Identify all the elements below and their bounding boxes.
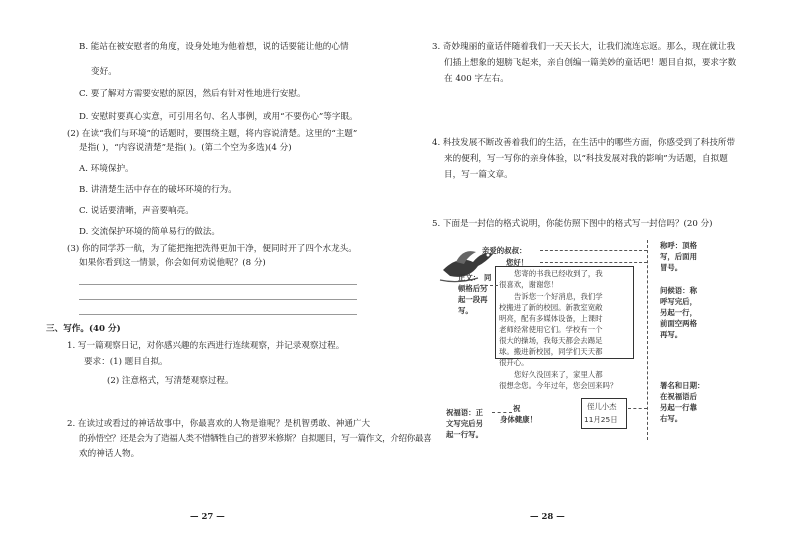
letter-body-line: 明亮，配有多媒体设备，上课时 (499, 314, 603, 323)
signature-name: 侄儿小杰 (587, 402, 617, 411)
letter-closing-1: 祝 (513, 404, 521, 413)
writing-1-req-1: 要求：(1) 题目自拟。 (84, 357, 168, 367)
letter-salutation: 亲爱的叔叔： (482, 246, 527, 255)
option-d: D. 安慰时要真心实意，可引用名句、名人事例，或用“不要伤心”等字眼。 (79, 112, 358, 122)
note-body: 正文： (458, 273, 481, 282)
note-signature: 右写。 (660, 414, 683, 423)
writing-4-line-2: 来的便利，写一写你的亲身体验，以“科技发展对我的影响”为话题，自拟题 (444, 154, 728, 164)
q2-option-b: B. 讲清楚生活中存在的破坏环境的行为。 (79, 185, 237, 195)
signature-date: 11月25日 (584, 415, 618, 424)
letter-body-line: 很想念您。今年过年，您会回来吗？ (499, 381, 618, 390)
pointer-line (628, 408, 647, 409)
letter-body-line: 您寄的书我已经收到了，我 (514, 269, 603, 278)
option-b: B. 能站在被安慰者的角度，设身处地为他着想，说的话要能让他的心情 (79, 42, 349, 52)
letter-body-line: 校搬进了新的校园。新教室宽敞 (499, 303, 603, 312)
letter-body-line: 老师经常使用它们。学校有一个 (499, 325, 603, 334)
answer-line (79, 284, 357, 285)
note-body: 写。 (458, 306, 473, 315)
letter-body-line: 很开心。 (499, 358, 529, 367)
pointer-line (540, 262, 647, 263)
writing-4-line-3: 目，写一篇文章。 (444, 170, 513, 180)
pointer-line (540, 250, 647, 251)
q2-option-c: C. 说话要清晰，声音要响亮。 (79, 206, 194, 216)
note-greeting: 问候语：称 (660, 286, 697, 295)
question-3-line-1: (3) 你的同学苏一航，为了能把拖把洗得更加干净，便同时开了四个水龙头。 (67, 244, 357, 254)
note-signature: 另起一行靠 (660, 403, 697, 412)
answer-line (79, 314, 357, 315)
question-2-line-1: (2) 在读“我们与环境”的话题时，要围绕主题，将内容说清楚。这里的“主题” (67, 129, 358, 139)
note-signature: 在祝福语后 (660, 392, 697, 401)
note-salutation: 写，后面用 (660, 252, 697, 261)
option-b-cont: 变好。 (91, 67, 117, 77)
writing-2-line-2: 的孙悟空？还是会为了造福人类不惜牺牲自己的普罗米修斯？自拟题目，写一篇作文，介绍你最喜 (79, 434, 432, 444)
letter-body-line: 告诉您一个好消息，我们学 (514, 292, 603, 301)
letter-body-line: 您好久没回来了，家里人都 (514, 370, 603, 379)
note-signature: 署名和日期： (660, 381, 705, 390)
note-closing: 起一行写。 (446, 430, 483, 439)
writing-2-line-3: 欢的神话人物。 (79, 449, 140, 459)
question-3-line-2: 如果你看到这一情景，你会如何劝说他呢？(8 分) (79, 258, 266, 268)
letter-closing-2: 身体健康！ (500, 415, 537, 424)
note-closing: 文写完后另 (446, 419, 483, 428)
writing-5-line: 5. 下面是一封信的格式说明，你能仿照下图中的格式写一封信吗？(20 分) (432, 219, 713, 229)
divider-line (647, 240, 648, 440)
option-c: C. 要了解对方需要安慰的原因，然后有针对性地进行安慰。 (79, 89, 306, 99)
note-salutation: 称呼：顶格 (660, 241, 697, 250)
page-number: — 27 — (190, 512, 225, 522)
right-page (400, 0, 800, 560)
letter-body-line: 很喜欢，谢谢您！ (499, 280, 559, 289)
note-greeting: 前面空两格 (660, 319, 697, 328)
letter-greeting: 您好！ (506, 258, 529, 267)
writing-3-line-1: 3. 奇妙瑰丽的童话伴随着我们一天天长大，让我们流连忘返。那么，现在就让我 (432, 42, 736, 52)
pointer-line (480, 285, 498, 286)
q2-option-a: A. 环境保护。 (79, 164, 134, 174)
pointer-line (492, 412, 512, 413)
section-title: 三、写作。(40 分) (46, 324, 121, 334)
note-greeting: 另起一行， (660, 308, 697, 317)
note-greeting: 呼写完后， (660, 297, 697, 306)
note-body: 顿格后另 (458, 284, 488, 293)
writing-3-line-3: 在 400 字左右。 (444, 74, 509, 84)
letter-body-line: 很大的操场，我每天都会去踢足 (499, 336, 603, 345)
writing-1-req-2: (2) 注意格式，写清楚观察过程。 (107, 376, 234, 386)
page-number: — 28 — (530, 512, 565, 522)
note-body: 起一段再 (458, 295, 488, 304)
writing-1-prompt: 1. 写一篇观察日记，对你感兴趣的东西进行连续观察，并记录观察过程。 (67, 341, 345, 351)
note-greeting: 再写。 (660, 330, 683, 339)
writing-3-line-2: 们插上想象的翅膀飞起来，亲自创编一篇美妙的童话吧！题目自拟，要求字数 (444, 58, 737, 68)
writing-4-line-1: 4. 科技发展不断改善着我们的生活，在生活中的哪些方面，你感受到了科技所带 (432, 138, 736, 148)
writing-2-line-1: 2. 在读过或看过的神话故事中，你最喜欢的人物是谁呢？是机智勇敢、神通广大 (67, 419, 371, 429)
letter-body-line: 球。搬进新校园，同学们天天都 (499, 347, 603, 356)
note-closing: 祝福语：正 (446, 408, 483, 417)
note-salutation: 冒号。 (660, 263, 683, 272)
question-2-line-2: 是指( )，“内容说清楚”是指( )。(第二个空为多选)(4 分) (79, 143, 292, 153)
q2-option-d: D. 交流保护环境的简单易行的做法。 (79, 227, 220, 237)
answer-line (79, 299, 357, 300)
note-body: 同 (484, 273, 492, 282)
